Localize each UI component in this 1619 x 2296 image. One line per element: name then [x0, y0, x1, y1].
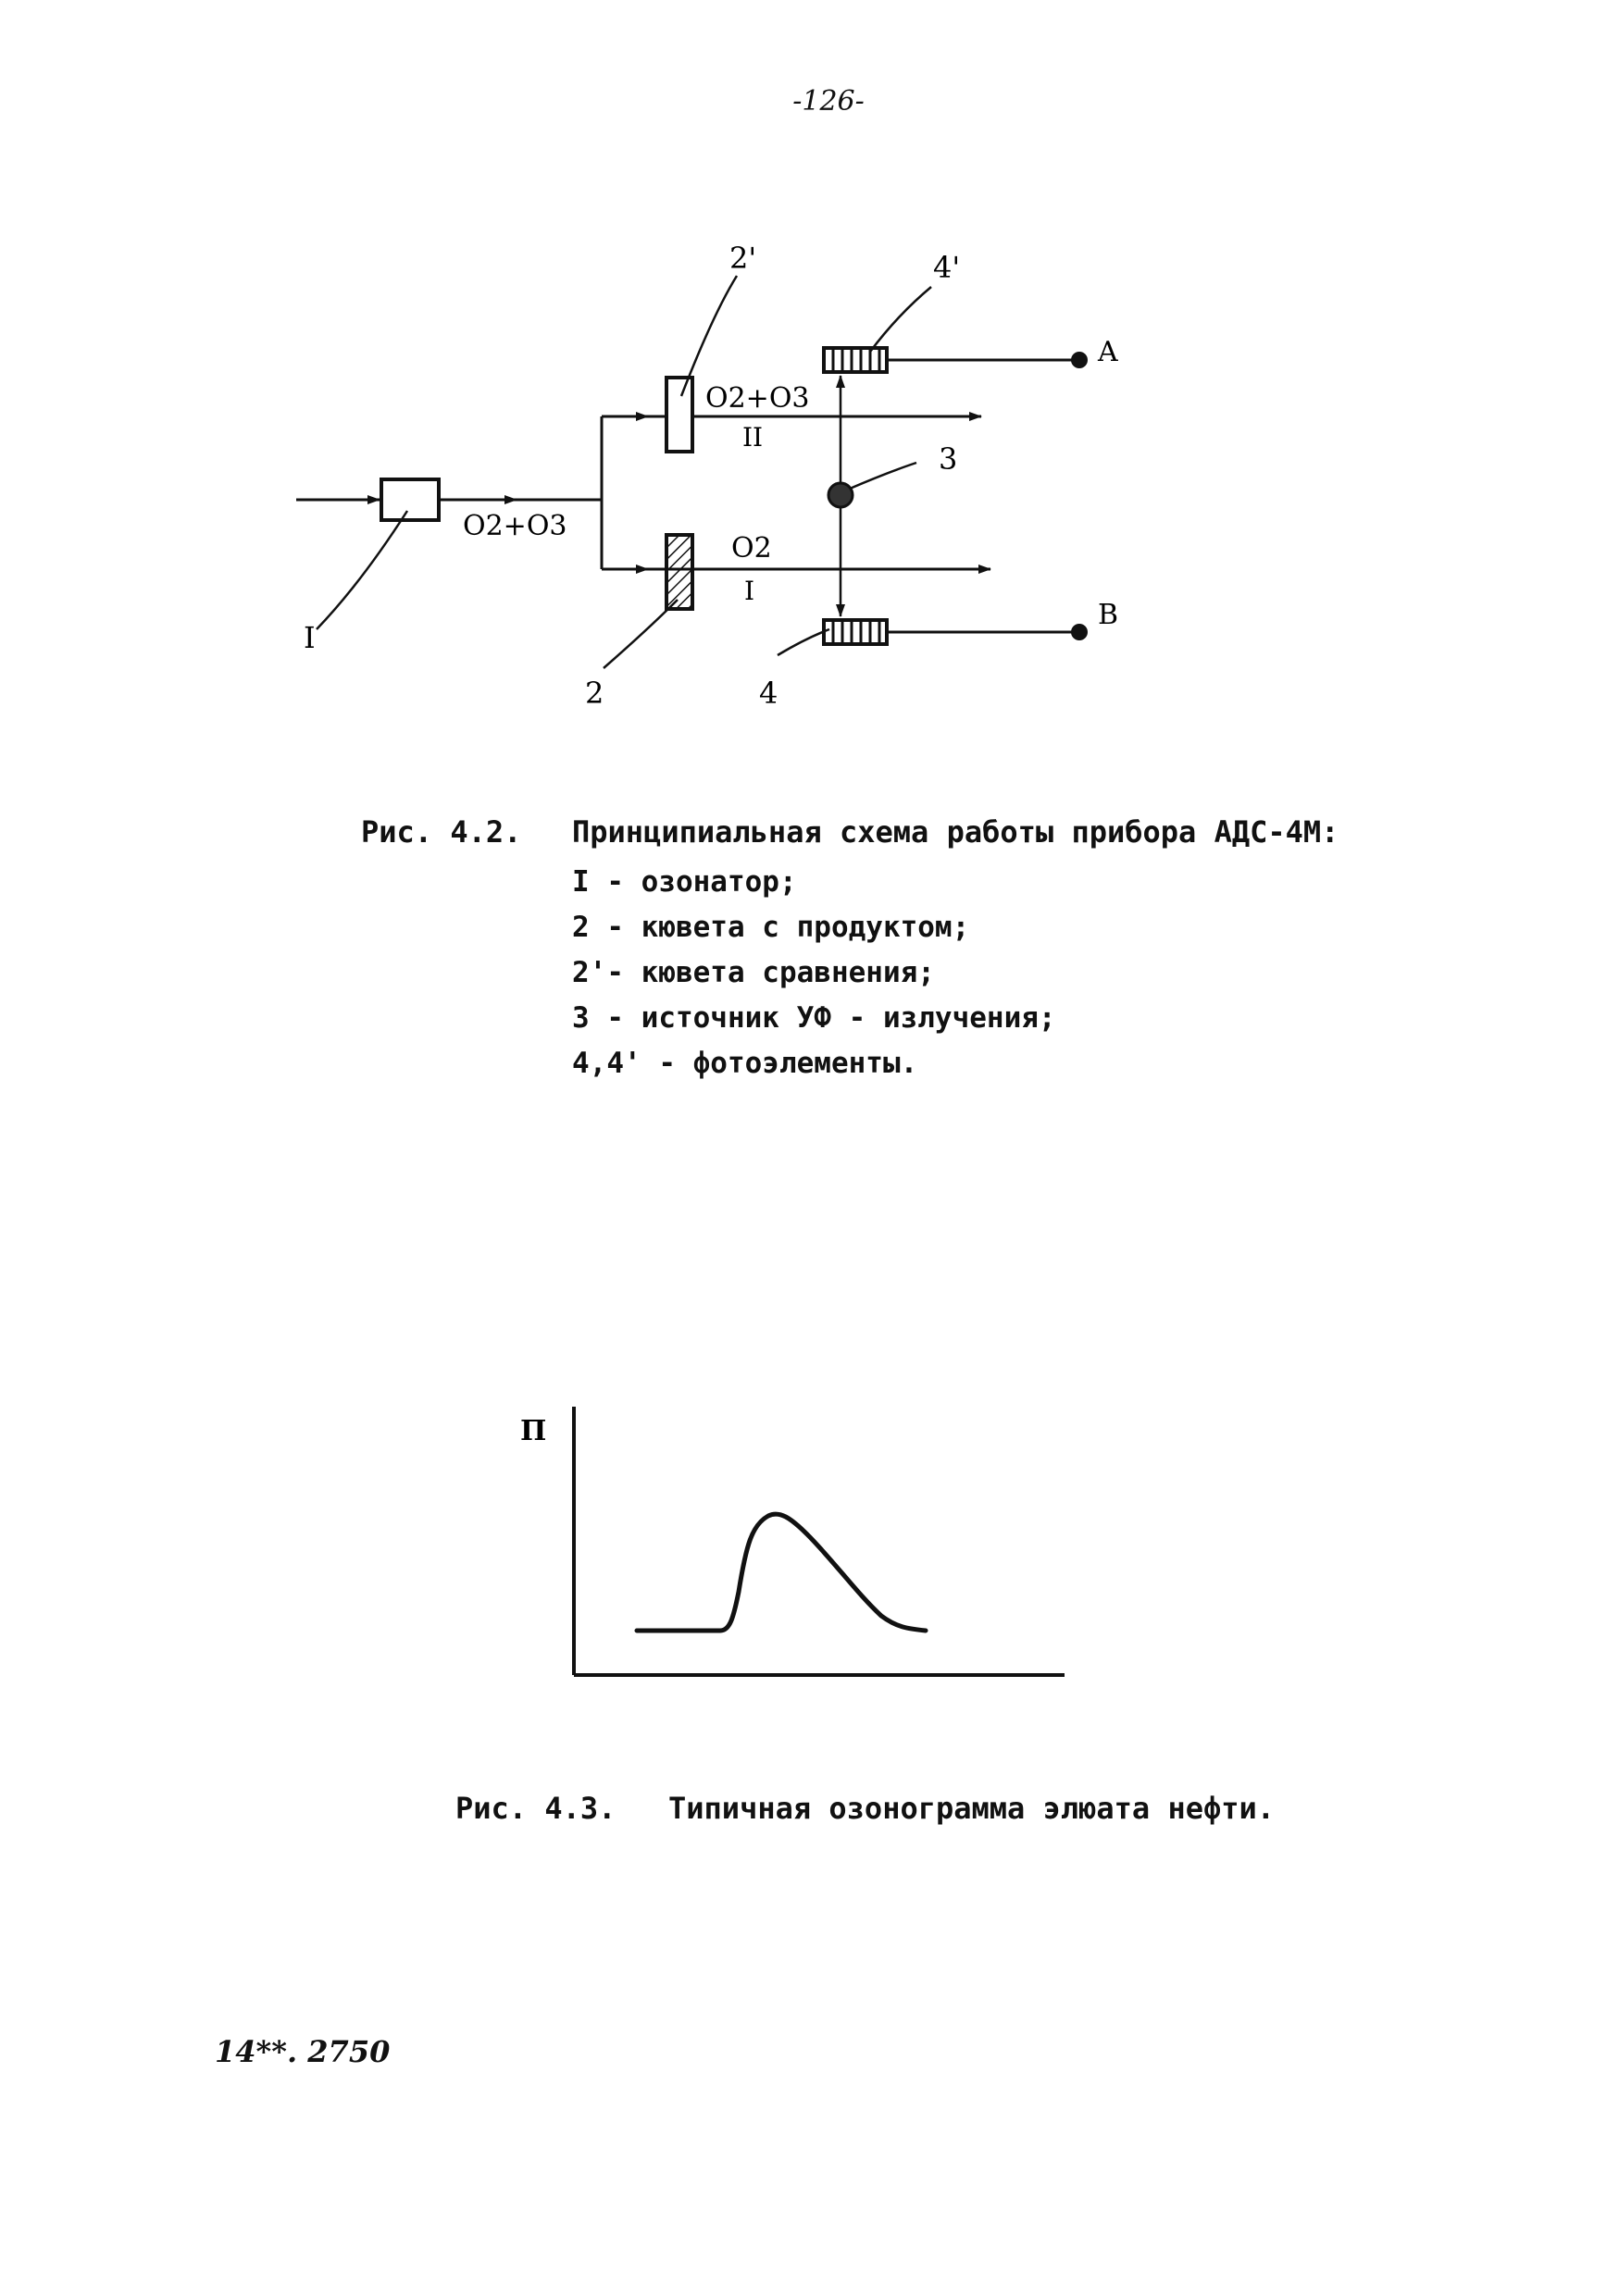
ozonogram-peak-curve [637, 1514, 926, 1631]
legend-item: 4,4' - фотоэлементы. [572, 1047, 918, 1080]
leader-reference-cuvette [681, 276, 737, 396]
label-ozonator: I [304, 620, 316, 655]
output-b-terminal [1071, 624, 1088, 640]
label-channel-upper: II [742, 422, 764, 453]
reference-cuvette [666, 378, 692, 452]
leader-product-cuvette [604, 600, 678, 668]
photoelement-lower [824, 620, 887, 644]
page-number: -126- [792, 85, 865, 118]
photoelement-upper [824, 348, 887, 372]
label-output-b: B [1098, 599, 1119, 631]
label-gas-lower: O2 [731, 532, 772, 565]
leader-photo-lower [778, 629, 829, 655]
leader-photo-upper [870, 287, 931, 352]
ozonogram-plot [518, 1397, 1074, 1703]
figure-4-2-caption-title: Принципиальная схема работы прибора АДС-4М: [572, 814, 1339, 850]
figure-4-3-caption-title: Типичная озонограмма элюата нефти. [668, 1791, 1276, 1826]
label-gas-in: O2+O3 [463, 510, 567, 542]
ozonator-box [381, 479, 439, 520]
figure-4-2-legend [572, 860, 1056, 1086]
label-output-a: A [1098, 336, 1118, 368]
legend-item: 3 - источник УФ - излучения; [572, 1001, 1056, 1035]
figure-4-3-caption-label: Рис. 4.3. [455, 1791, 616, 1826]
label-photo-upper: 4' [933, 250, 961, 285]
archive-code: 14**. 2750 [215, 2034, 391, 2069]
uv-source-lamp [828, 483, 853, 507]
ozonogram-y-label: П [520, 1415, 547, 1447]
legend-item: 2 - кювета с продуктом; [572, 911, 970, 944]
label-gas-upper: O2+O3 [705, 382, 810, 415]
legend-item: I - озонатор; [572, 865, 797, 899]
label-reference-cuvette: 2' [729, 241, 757, 276]
output-a-terminal [1071, 352, 1088, 368]
label-uv-source: 3 [939, 441, 958, 477]
legend-item: 2'- кювета сравнения; [572, 956, 935, 989]
label-channel-lower: I [744, 576, 755, 606]
leader-uv-source [850, 463, 916, 489]
label-product-cuvette: 2 [585, 676, 604, 711]
product-cuvette [666, 535, 692, 609]
label-photo-lower: 4 [759, 676, 778, 711]
adc-4m-schematic [278, 241, 1148, 722]
figure-4-2-caption-label: Рис. 4.2. [361, 814, 522, 850]
leader-ozonator [317, 511, 407, 629]
